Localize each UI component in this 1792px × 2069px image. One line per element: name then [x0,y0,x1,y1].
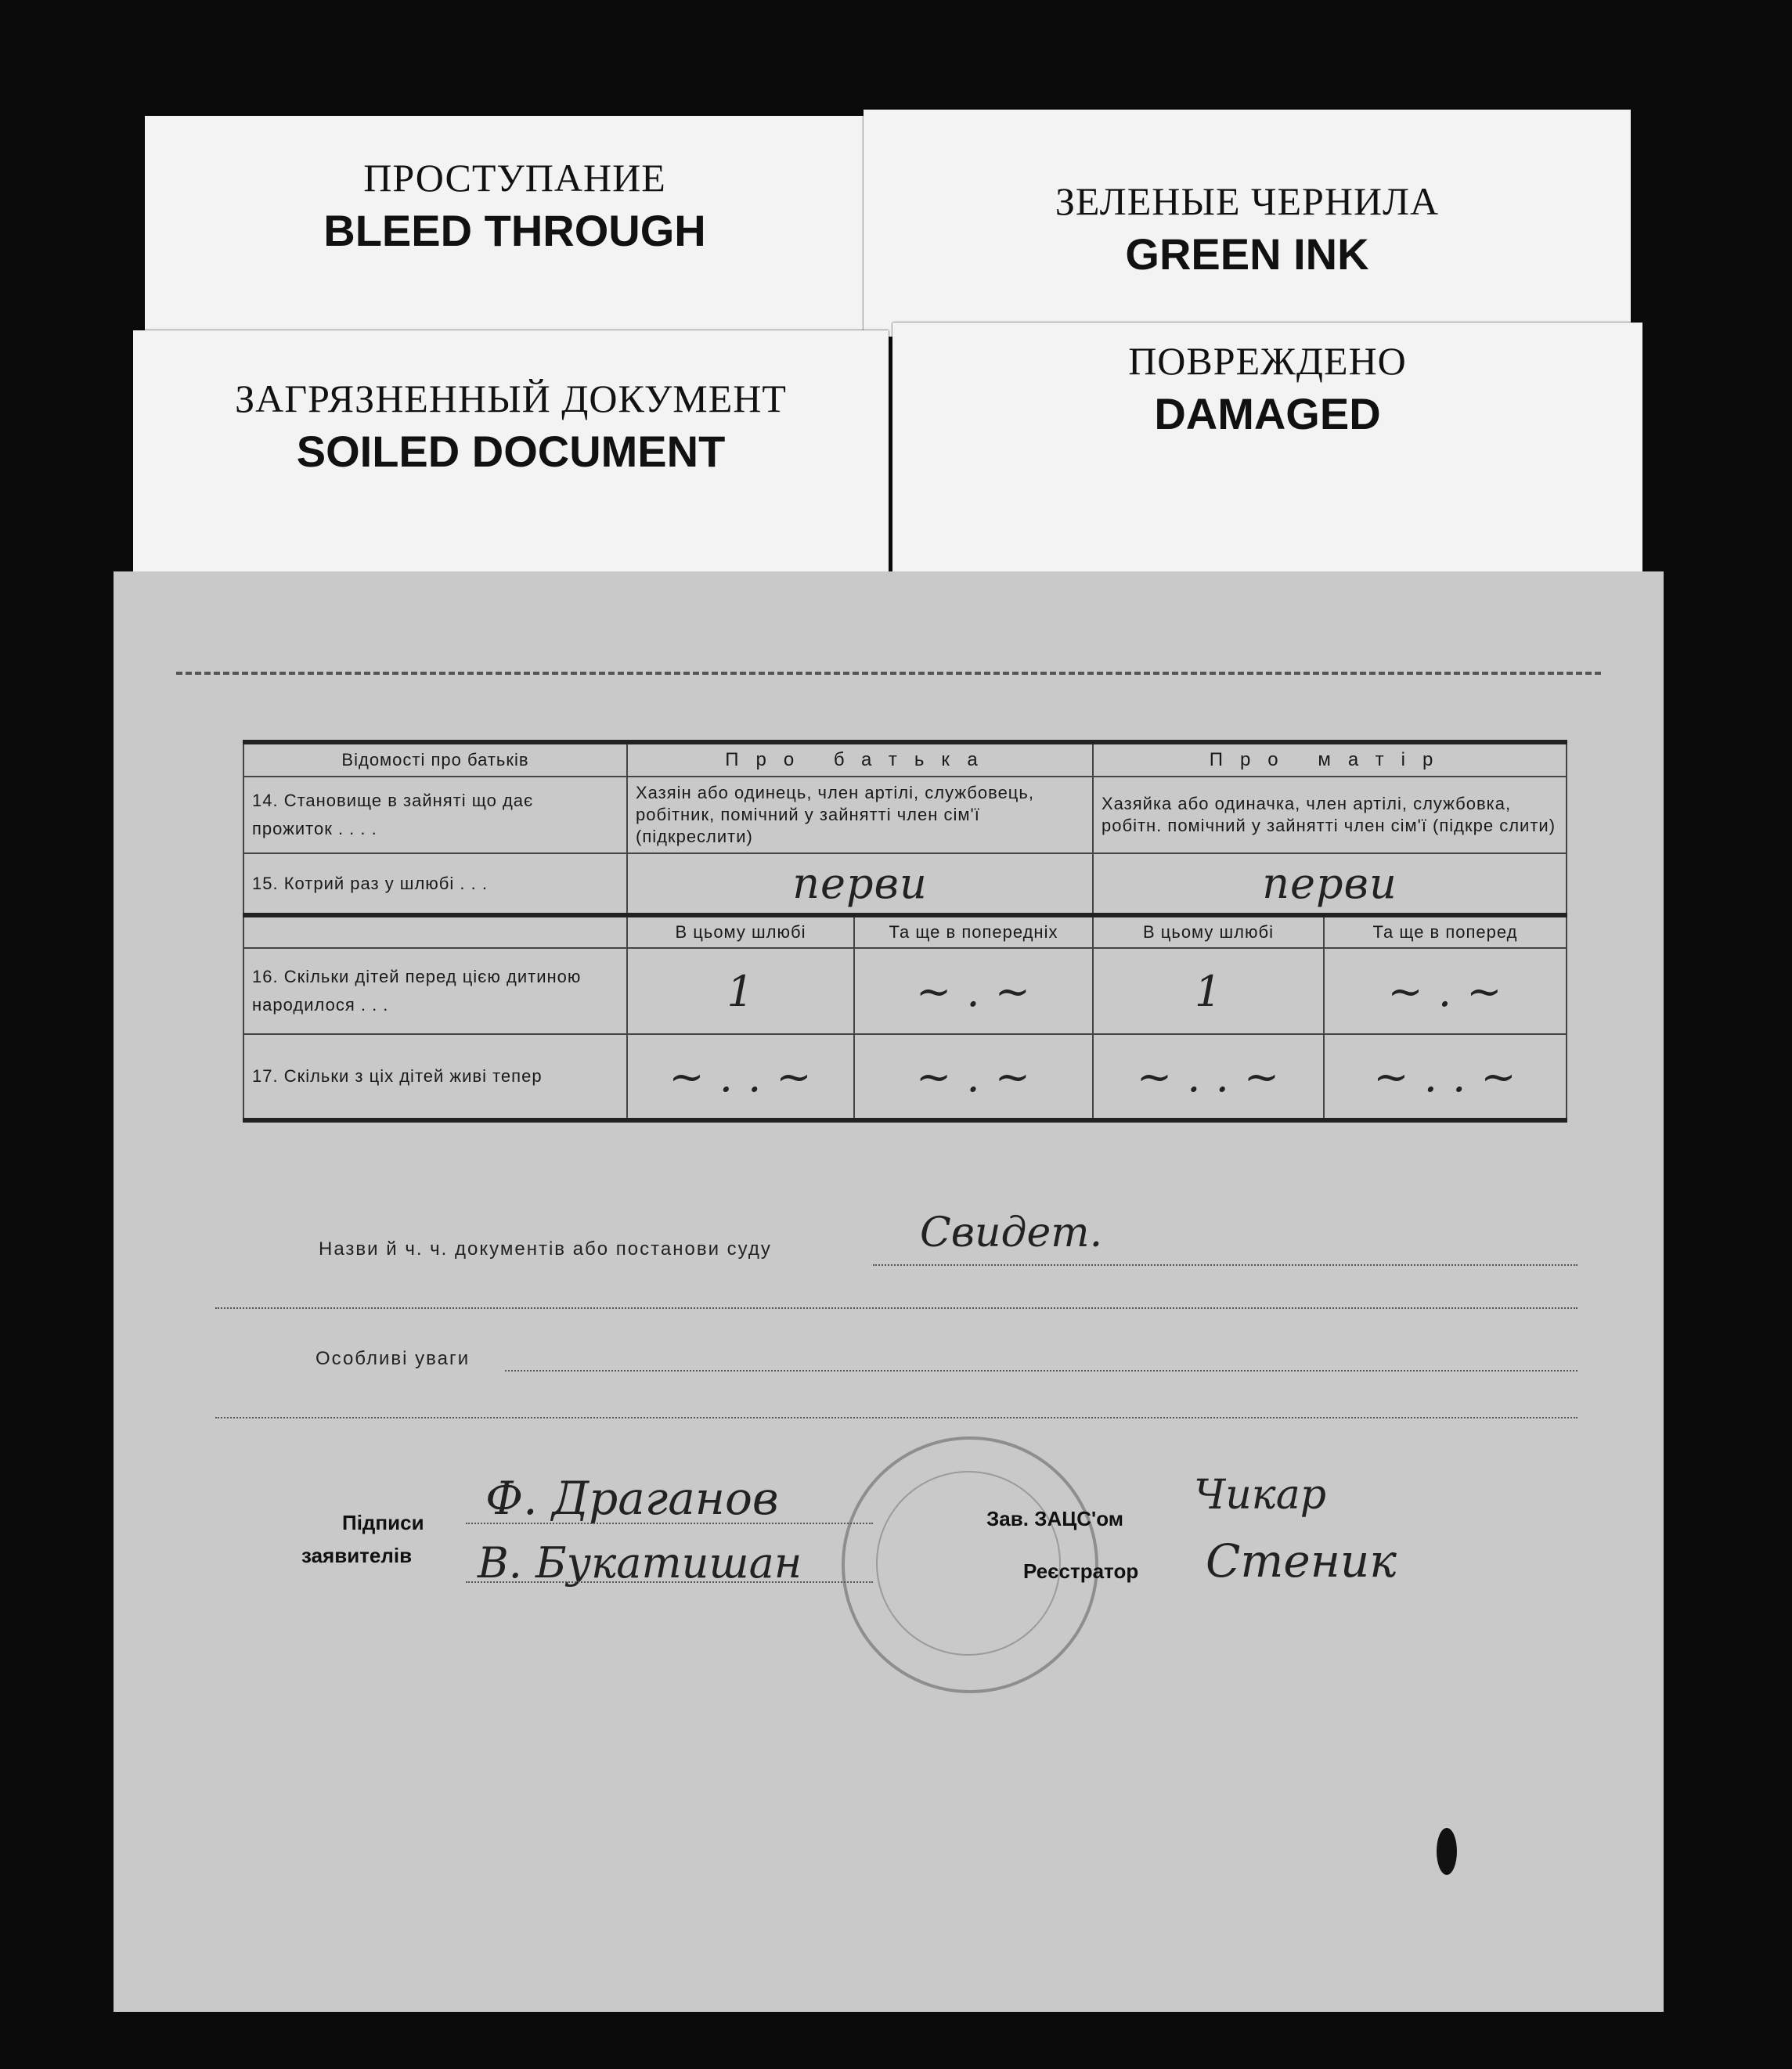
row16-label: 16. Скільки дітей перед цією дитиною народилося . . . [243,948,627,1034]
row16-father-this: 1 [627,948,854,1034]
row16-father-prev: ~ . ~ [854,948,1093,1034]
damaged-en: DAMAGED [1154,389,1381,438]
applicant-signature-1: Ф. Драганов [485,1472,779,1525]
green-ink-card [864,110,1631,337]
head-signature: Чикар [1194,1472,1327,1519]
row16-mother-this: 1 [1093,948,1324,1034]
row17-mother-prev: ~ . . ~ [1324,1034,1567,1120]
bleed-through-ru: ПРОСТУПАНИЕ [363,156,666,200]
applicants-label: заявителів [301,1544,413,1567]
bleed-through-en: BLEED THROUGH [323,206,706,255]
row14-label: 14. Становище в зайняті що дає прожиток . . . . [243,777,627,853]
parents-info-table [243,740,1567,1123]
green-ink-en: GREEN INK [1125,229,1369,279]
row14-father: Хазяін або одинець, член артілі, службовець, робітник, помічний у зайнятті член сім'ї (підкреслити) [627,777,1093,853]
green-ink-ru: ЗЕЛЕНЫЕ ЧЕРНИЛА [1055,179,1440,223]
bleed-through-card [145,116,885,339]
subheader-father-prev: Та ще в попередніх [854,915,1093,948]
header-father: Про батька [627,742,1093,777]
docs-label: Назви й ч. ч. документів або постанови суду [319,1238,772,1260]
soiled-document-ru: ЗАГРЯЗНЕННЫЙ ДОКУМЕНТ [235,377,787,420]
head-label: Зав. ЗАЦС'ом [986,1507,1123,1530]
damage-hole [1437,1828,1457,1875]
docs-dotted-line-2 [215,1307,1577,1309]
subheader-father-this: В цьому шлюбі [627,915,854,948]
row15-label: 15. Котрий раз у шлюбі . . . [243,853,627,915]
table-row [243,853,1567,915]
subheader-mother-prev: Та ще в поперед [1324,915,1567,948]
signature-line-1 [466,1523,873,1524]
applicant-signature-2: В. Букатишан [478,1538,802,1588]
notes-dotted-line-2 [215,1417,1577,1418]
damaged-ru: ПОВРЕЖДЕНО [1128,339,1407,383]
row17-mother-this: ~ . . ~ [1093,1034,1324,1120]
notes-label: Особливі уваги [315,1348,471,1369]
notes-dotted-line [505,1370,1577,1372]
row14-mother: Хазяйка або одиначка, член артілі, службовка, робітн. помічний у зайнятті член сім'ї (підкре слити) [1093,777,1567,853]
row15-mother-handwriting: перви [1093,853,1567,915]
table-subheader-row [243,915,1567,948]
row17-father-prev: ~ . ~ [854,1034,1093,1120]
row17-label: 17. Скільки з ціх дітей живі тепер [243,1034,627,1120]
perforation-line [176,672,1601,675]
signatures-label: Підписи [342,1511,424,1534]
header-parents-info: Відомості про батьків [243,742,627,777]
table-row [243,777,1567,853]
table-header-row [243,742,1567,777]
registrar-signature: Стеник [1206,1534,1397,1588]
damaged-card [892,323,1642,582]
header-mother: Про матір [1093,742,1567,777]
table-row [243,948,1567,1034]
registrar-label: Реєстратор [1023,1559,1139,1583]
soiled-document-en: SOILED DOCUMENT [296,427,726,476]
form-sheet [114,571,1664,2012]
subheader-spacer [243,915,627,948]
soiled-document-card [133,330,889,582]
docs-handwriting: Свидет. [920,1209,1103,1256]
signature-line-2 [466,1581,873,1583]
row16-mother-prev: ~ . ~ [1324,948,1567,1034]
docs-dotted-line [873,1264,1577,1266]
subheader-mother-this: В цьому шлюбі [1093,915,1324,948]
row17-father-this: ~ . . ~ [627,1034,854,1120]
row15-father-handwriting: перви [627,853,1093,915]
table-row [243,1034,1567,1120]
